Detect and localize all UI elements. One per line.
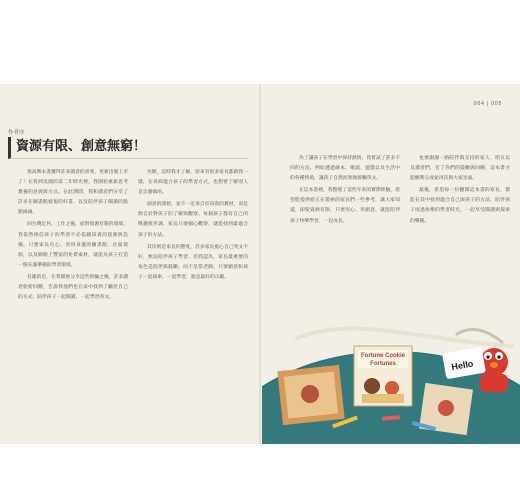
paragraph: 也要謝謝一路陪伴與支持的家人、朋友以及讀者們，有了你們的鼓勵與回饋，這本書才能順利完成並再次與大家見面。 (410, 156, 510, 182)
illustration-artwork (262, 316, 520, 444)
paragraph: 為了讓孩子在學習中保持熱情，我嘗試了許多不同的方法，例如透過繪本、歌謠、遊戲以及生活中的各種情境，讓孩子自然而然地接觸英文。 (290, 156, 400, 182)
page-numbers: 004 | 005 (473, 101, 502, 107)
text-column-2 (138, 168, 248, 428)
paragraph: 創意的開始，並不一定來自於昂貴的教材，而是源自於對孩子的了解與觀察。每個孩子都有自己的興趣與步調，家長只要細心觀察，就能找到最適合孩子的方法。 (138, 202, 248, 238)
hello-card-text: Hello (450, 358, 475, 373)
paragraph: 很高興本書獲得許多讀者的喜愛，更新出版上市了！在我到美國的第二年時光裡，我開始重新思考教養的意義與方式。在此期間，我和讀者們分享了許多在圖書館發現的好書，以及陪伴孩子閱讀的點點滴滴。 (18, 170, 128, 216)
paragraph: 在這本書裡，我整理了這些年來的實際經驗，希望能提供給正在摸索的家長們一些參考，讓大家知道，即使資源有限，只要用心、用創意，就能陪伴孩子快樂學習、一起成長。 (290, 188, 400, 224)
text-column-3 (290, 154, 400, 336)
book-title-line-2: Fortunes (370, 361, 396, 367)
paragraph: 最後，希望每一位翻開這本書的家長，都能在其中找到適合自己與孩子的方法，陪伴孩子度過快樂的學習時光，一起享受閱讀與探索的樂趣。 (410, 188, 510, 224)
table-illustration (262, 316, 520, 444)
book-title-line: Fortune Cookie (360, 353, 406, 359)
author-tag: 作者序 (8, 130, 25, 136)
chapter-headline: 資源有限、創意無窮！ (8, 137, 248, 159)
paragraph: 回台灣定居、工作之後，面對資源有限的環境，我依然相信孩子的學習不必依賴昂貴的資源與設備。只要家長有心，善用身邊的圖書館、社區資源，以及網路上豐富的免費素材，就能為孩子打造一個充滿樂趣的學習環境。 (18, 222, 128, 268)
book-center (354, 346, 412, 406)
text-column-4 (410, 154, 510, 336)
book-left (277, 365, 344, 425)
book-spread (0, 84, 520, 444)
paragraph: 有趣的是，在我開始分享這些經驗之後，許多讀者紛紛回饋，告訴我他們也在家中找到了屬於自己的方式，陪伴孩子一起閱讀、一起學習英文。 (18, 274, 128, 301)
paragraph: 其次則是家長的態度，許多家長擔心自己英文不好，無法陪伴孩子學習。但我認為，家長最重要的角色是陪伴與鼓勵，而不是當老師。只要願意和孩子一起探索、一起學習，就是最好的示範。 (138, 244, 248, 280)
page-gutter (259, 84, 261, 444)
paragraph: 名額，這時我才了解，原來有很多家長都跟我一樣，在尋找適合孩子的學習方式，也想要了解別人是怎麼做的。 (138, 170, 248, 196)
text-column-1 (18, 168, 128, 428)
